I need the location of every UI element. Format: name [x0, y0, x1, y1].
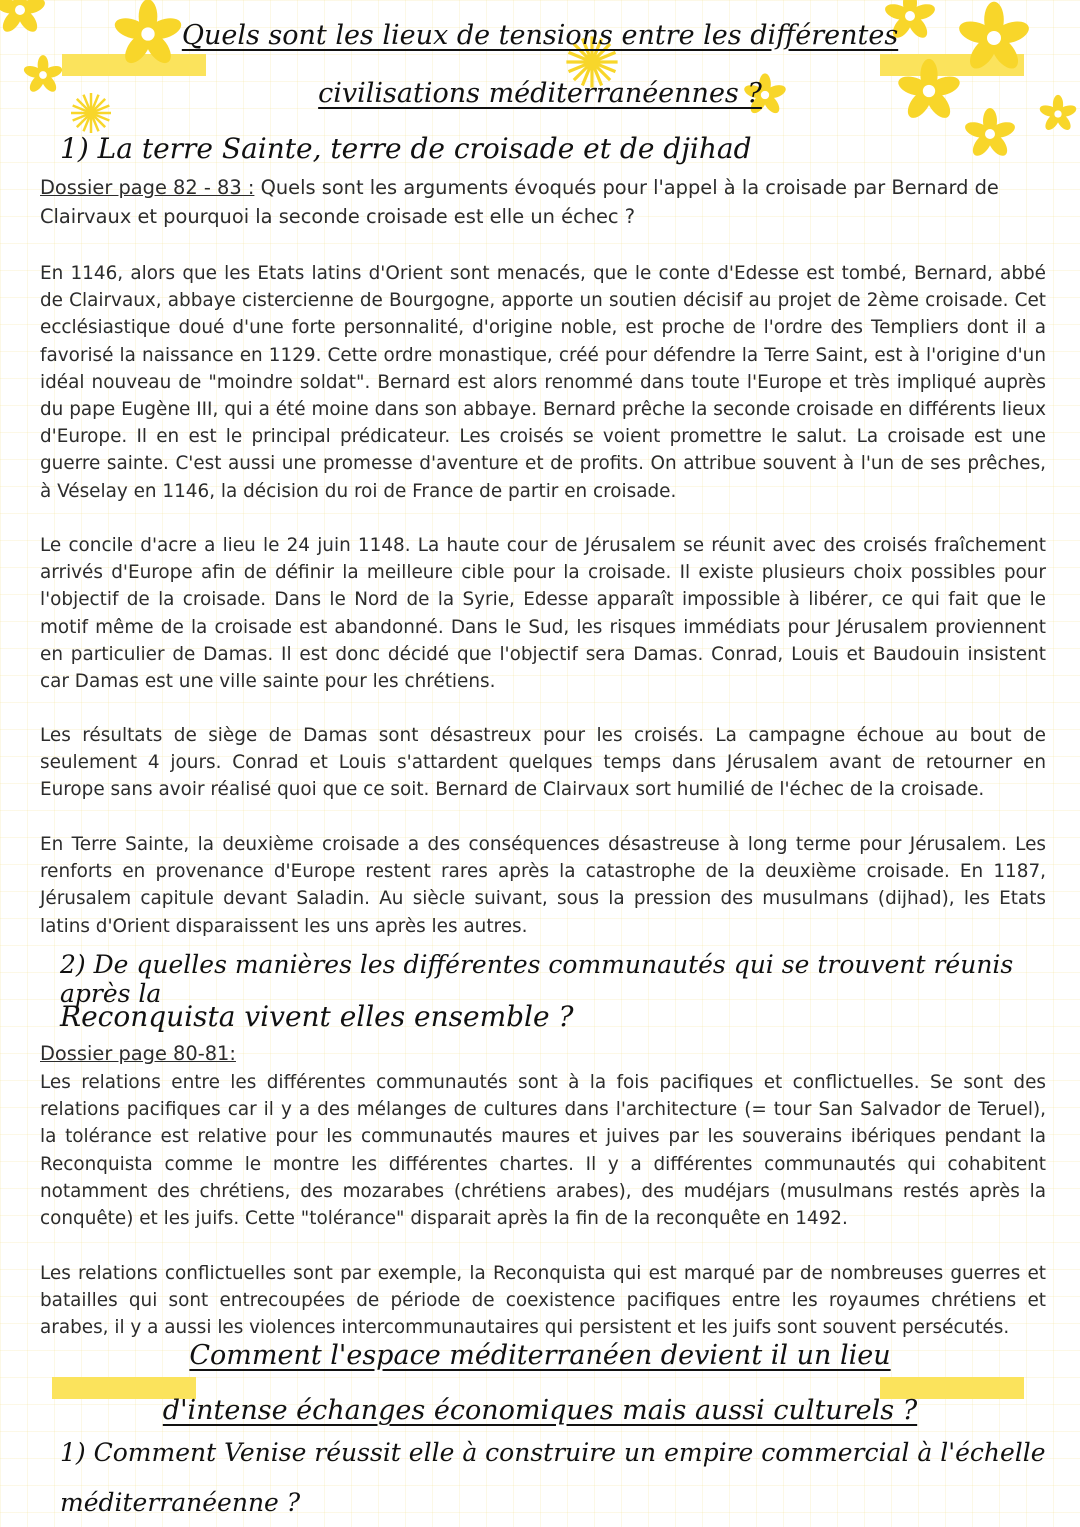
page-title-line2: civilisations méditerranéennes ?: [318, 78, 762, 109]
part2-title-line1: Comment l'espace méditerranéen devient il un lieu: [189, 1340, 891, 1371]
part2-heading-line1: 1) Comment Venise réussit elle à construire un empire commercial à l'échelle: [60, 1438, 1046, 1467]
paragraph: Les relations conflictuelles sont par exemple, la Reconquista qui est marqué par de nombreuses guerres et batailles qui sont entrecoupées de période de coexistence pacifiques entre les royaumes chrétiens et arabes, il y a aussi les violences intercommunautaires qui persistent et les juifs sont souvent persécutés.: [40, 1263, 1046, 1339]
part2-title-line2: d'intense échanges économiques mais aussi culturels ?: [162, 1395, 918, 1426]
paragraph: Les résultats de siège de Damas sont désastreux pour les croisés. La campagne échoue au bout de seulement 4 jours. Conrad et Louis s'attardent quelques temps dans Jérusalem avant de retourner en Europe sans avoir réalisé quoi que ce soit. Bernard de Clairvaux sort humilié de l'échec de la croisade.: [40, 725, 1046, 801]
paragraph: En 1146, alors que les Etats latins d'Orient sont menacés, que le conte d'Edesse est tombé, Bernard, abbé de Clairvaux, abbaye cistercienne de Bourgogne, apporte un soutien décisif au projet de 2ème croisade. Cet ecclésiastique doué d'une forte personnalité, d'origine noble, est proche de l'ordre des Templiers dont il a favorisé la naissance en 1129. Cette ordre monastique, créé pour défendre la Terre Saint, est à l'origine d'un idéal nouveau de "moindre soldat". Bernard est alors renommé dans toute l'Europe et très impliqué auprès du pape Eugène III, qui a été moine dans son abbaye. Bernard prêche la seconde croisade en différents lieux d'Europe. Il en est le principal prédicateur. Les croisés se voient promettre le salut. La croisade est une guerre sainte. C'est aussi une promesse d'aventure et de profits. On attribue souvent à l'un de ses prêches, à Véselay en 1146, la décision du roi de France de partir en croisade.: [40, 263, 1046, 502]
paragraph: Le concile d'acre a lieu le 24 juin 1148. La haute cour de Jérusalem se réunit avec des croisés fraîchement arrivés d'Europe afin de définir la meilleure cible pour la croisade. Il existe plusieurs choix possibles pour l'objectif de la croisade. Dans le Nord de la Syrie, Edesse apparaît impossible à libérer, ce qui fait que le motif même de la croisade est abandonné. Dans le Sud, les risques immédiats pour Jérusalem proviennent en particulier de Damas. Il est donc décidé que l'objectif sera Damas. Conrad, Louis et Baudouin insistent car Damas est une ville sainte pour les chrétiens.: [40, 535, 1046, 693]
dossier-reference: Dossier page 82 - 83 :: [40, 176, 255, 199]
section1-heading: 1) La terre Sainte, terre de croisade et de djihad: [60, 132, 752, 165]
paragraph: En Terre Sainte, la deuxième croisade a des conséquences désastreuse à long terme pour Jérusalem. Les renforts en provenance d'Europe restent rares après la catastrophe de la deuxième croisade. En 1187, Jérusalem capitule devant Saladin. Au siècle suivant, sous la pression des musulmans (dijhad), les Etats latins d'Orient disparaissent les uns après les autres.: [40, 834, 1046, 937]
question-text: Quels sont les arguments évoqués pour l'appel à la croisade par Bernard de Clairvaux et pourquoi la seconde croisade est elle un échec ?: [40, 176, 999, 228]
section2-heading-line1: 2) De quelles manières les différentes communautés qui se trouvent réunis après la: [60, 950, 1014, 1008]
page-title-line1: Quels sont les lieux de tensions entre les différentes: [181, 20, 899, 51]
section2-dossier: [40, 1039, 1046, 1068]
part2-heading-line2: méditerranéenne ?: [60, 1488, 301, 1517]
paragraph: Les relations entre les différentes communautés sont à la fois pacifiques et conflictuelles. Se sont des relations pacifiques car il y a des mélanges de cultures dans l'architecture (= tour San Salvador de Teruel), la tolérance est relative pour les communautés maures et juives par les souverains ibériques pendant la Reconquista comme le montre les différentes chartes. Il y a différentes communautés qui cohabitent notamment des chrétiens, des mozarabes (chrétiens arabes), des mudéjars (musulmans restés après la conquête) et les juifs. Cette "tolérance" disparait après la fin de la reconquête en 1492.: [40, 1072, 1046, 1230]
section1-question: [40, 173, 1046, 231]
dossier-reference: Dossier page 80-81:: [40, 1042, 236, 1065]
flower-icon: [960, 104, 1020, 164]
section2-heading-line2: Reconquista vivent elles ensemble ?: [60, 1000, 574, 1033]
